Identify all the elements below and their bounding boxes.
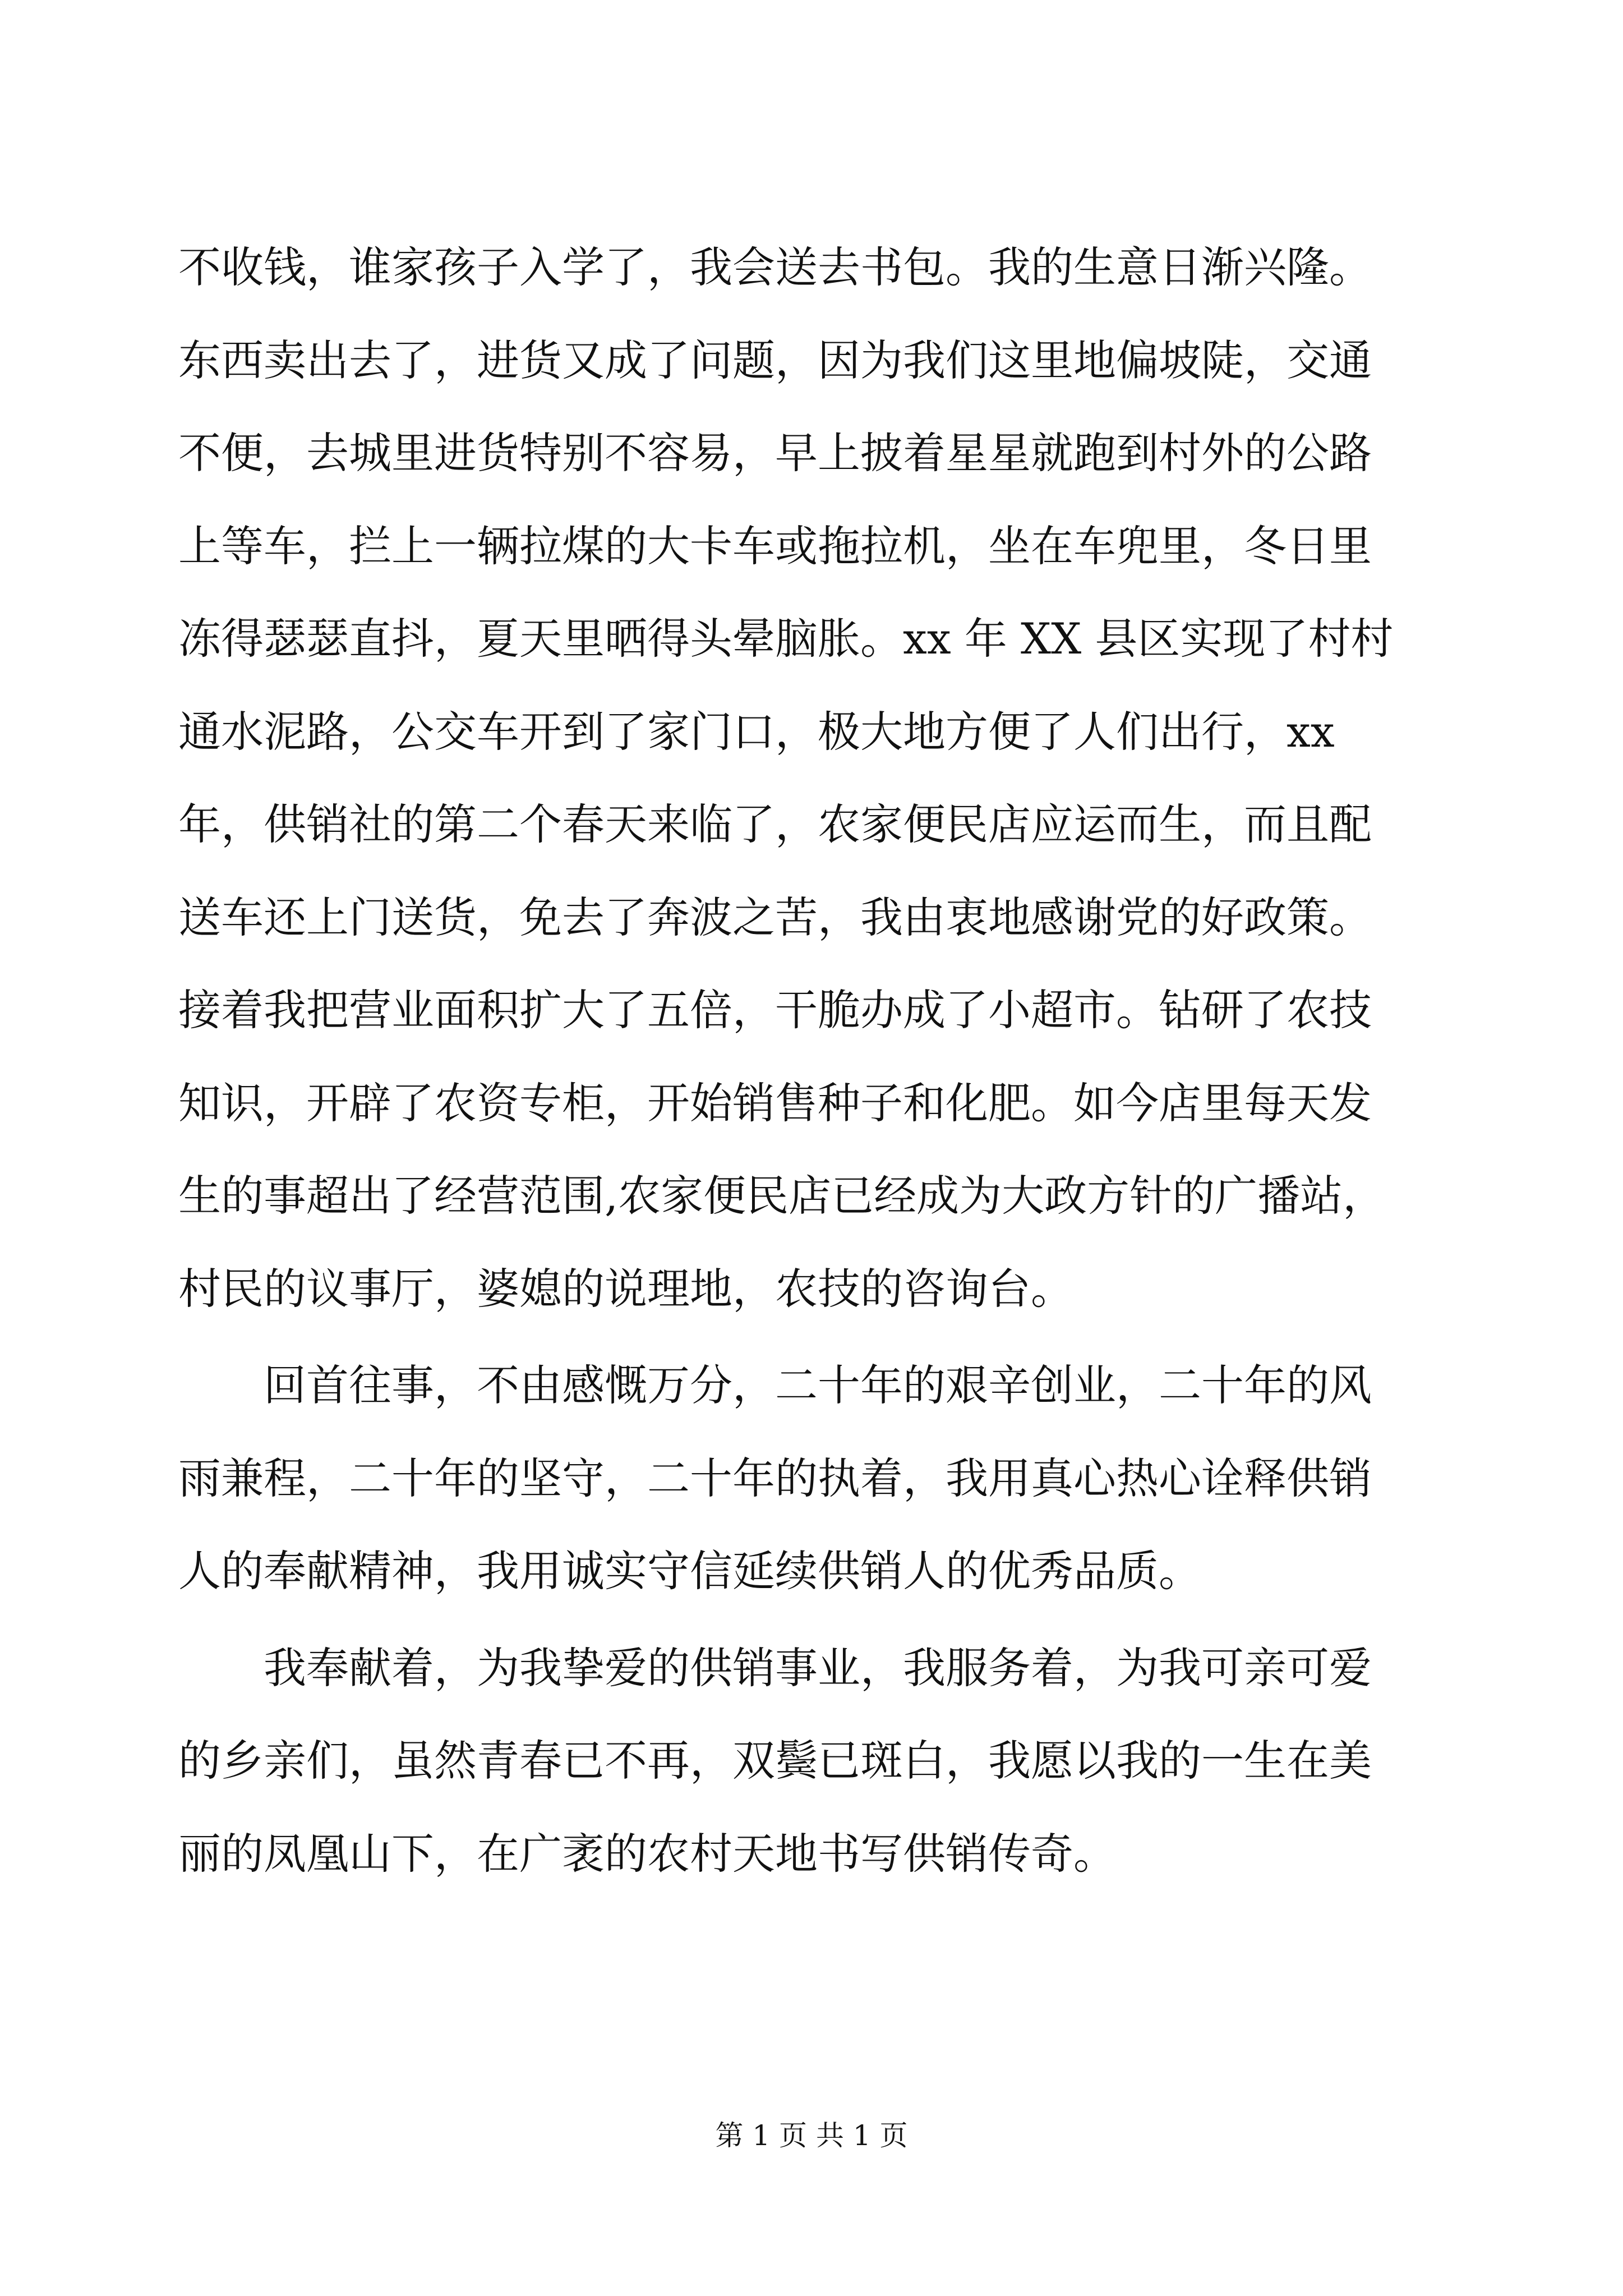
text-line: 不收钱，谁家孩子入学了，我会送去书包。我的生意日渐兴隆。 — [178, 242, 1372, 292]
text-line: 我奉献着，为我挚爱的供销事业，我服务着，为我可亲可爱 — [178, 1642, 1372, 1693]
text-line: 知识，开辟了农资专柜，开始销售种子和化肥。如今店里每天发 — [178, 1078, 1372, 1128]
paragraph-spacer — [178, 1335, 1423, 1339]
paragraph-2 — [178, 1339, 1423, 1618]
text-line: 回首往事，不由感慨万分，二十年的艰辛创业，二十年的风 — [178, 1360, 1372, 1410]
text-line: 通水泥路，公交车开到了家门口，极大地方便了人们出行，xx — [178, 706, 1335, 757]
text-line: 的乡亲们，虽然青春已不再，双鬓已斑白，我愿以我的一生在美 — [178, 1736, 1372, 1786]
text-line: 丽的凤凰山下，在广袤的农村天地书写供销传奇。 — [178, 1828, 1116, 1879]
text-line: 不便，去城里进货特别不容易，早上披着星星就跑到村外的公路 — [178, 428, 1372, 478]
page-footer — [0, 2116, 1623, 2155]
paragraph-1 — [178, 221, 1423, 1335]
text-line: 送车还上门送货，免去了奔波之苦，我由衷地感谢党的好政策。 — [178, 892, 1372, 942]
body-text — [178, 221, 1423, 1900]
text-line: 东西卖出去了，进货又成了问题，因为我们这里地偏坡陡，交通 — [178, 335, 1372, 385]
text-line: 生的事超出了经营范围,农家便民店已经成为大政方针的广播站， — [178, 1171, 1386, 1221]
text-line: 人的奉献精神，我用诚实守信延续供销人的优秀品质。 — [178, 1546, 1201, 1596]
paragraph-3 — [178, 1622, 1423, 1901]
text-line: 村民的议事厅，婆媳的说理地，农技的咨询台。 — [178, 1263, 1073, 1314]
text-line: 接着我把营业面积扩大了五倍，干脆办成了小超市。钻研了农技 — [178, 985, 1372, 1035]
page-number: 第 1 页 共 1 页 — [715, 2119, 908, 2152]
text-line: 冻得瑟瑟直抖，夏天里晒得头晕脑胀。xx 年 XX 县区实现了村村 — [178, 614, 1394, 664]
text-line: 年，供销社的第二个春天来临了，农家便民店应运而生，而且配 — [178, 799, 1372, 849]
paragraph-spacer — [178, 1618, 1423, 1622]
text-line: 雨兼程，二十年的坚守，二十年的执着，我用真心热心诠释供销 — [178, 1453, 1372, 1503]
text-line: 上等车，拦上一辆拉煤的大卡车或拖拉机，坐在车兜里，冬日里 — [178, 521, 1372, 571]
